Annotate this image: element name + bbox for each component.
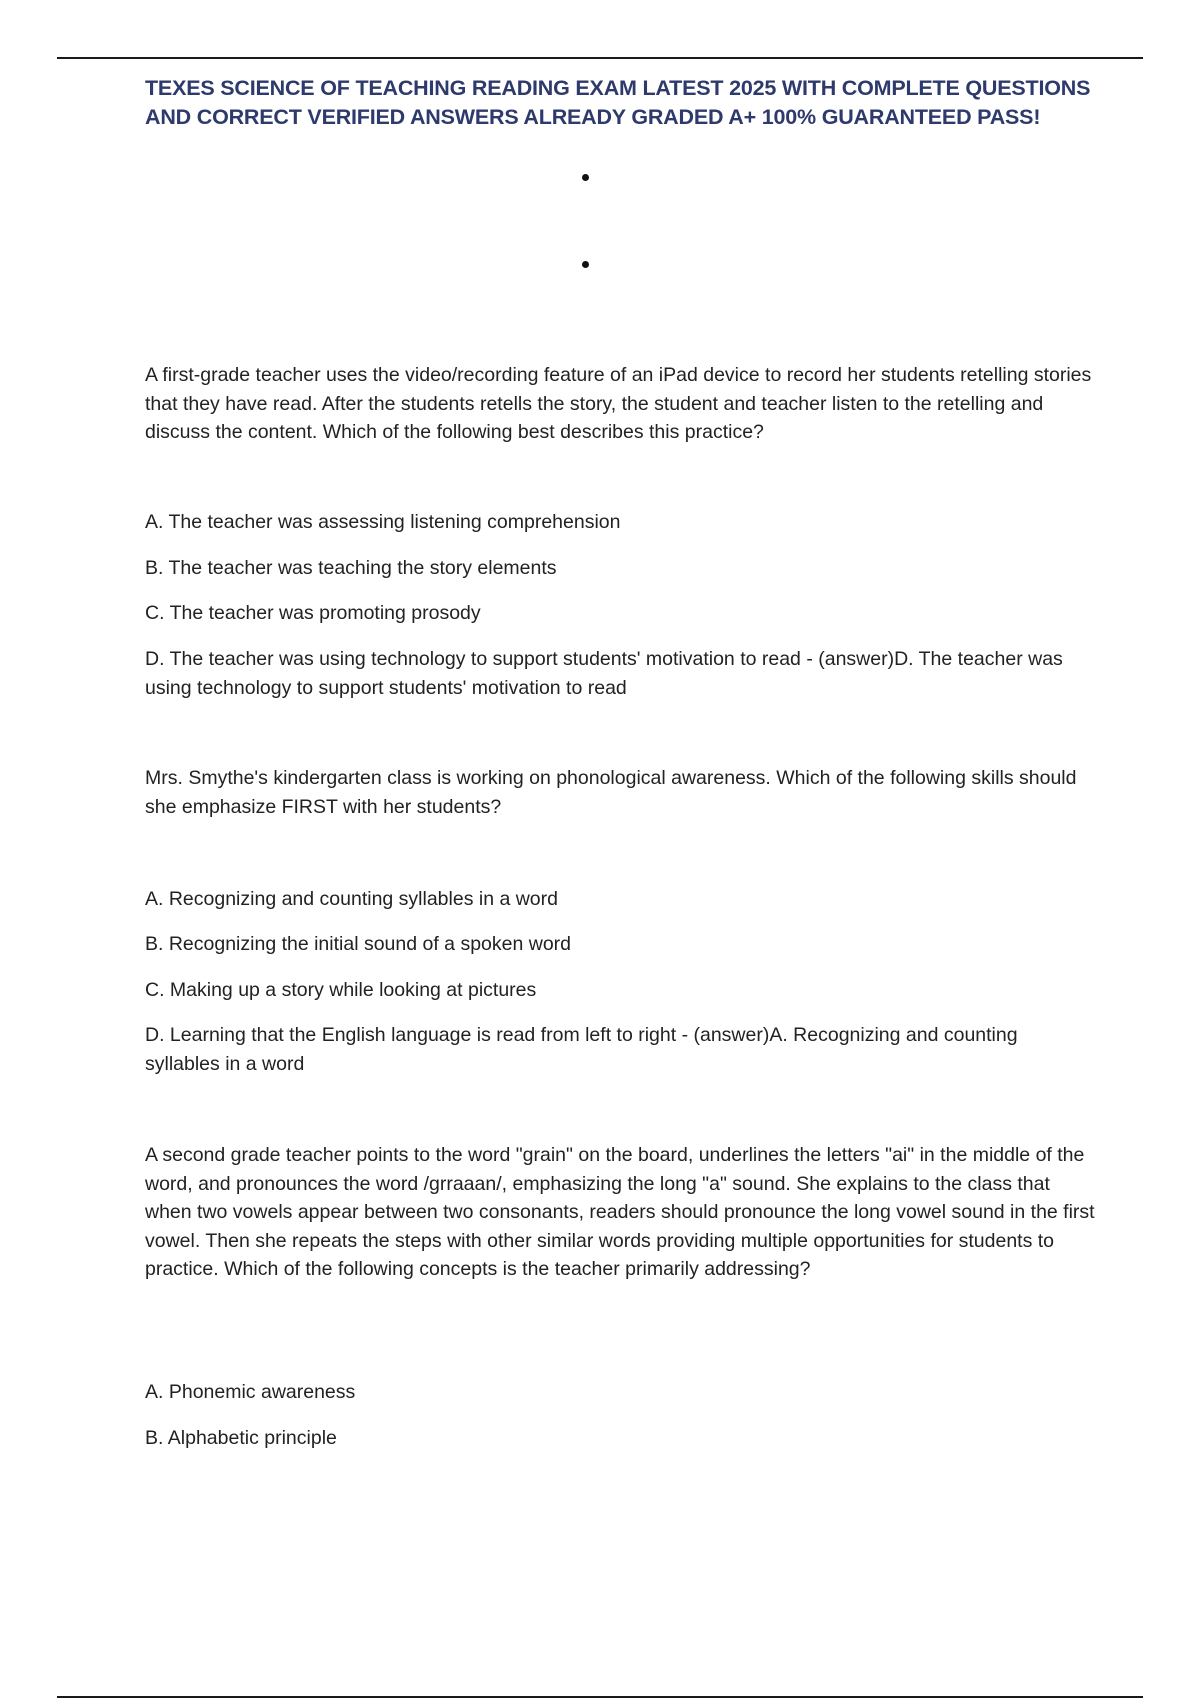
question-1-option-c: C. The teacher was promoting prosody	[145, 602, 481, 624]
question-3-prompt: A second grade teacher points to the word "grain" on the board, underlines the letters "ai" in the middle of the word, and pronounces the word /grraaan/, emphasizing the long "a" sound. She explains to the class that when two vowels appear between two consonants, readers should pronounce the long vowel sound in the first vowel. Then she repeats the steps with other similar words providing multiple opportunities for students to practice. Which of the following concepts is the teacher primarily addressing?	[145, 1144, 1095, 1280]
question-1-option-b: B. The teacher was teaching the story elements	[145, 557, 557, 579]
bullet-dot	[582, 174, 589, 181]
document-title: TEXES SCIENCE OF TEACHING READING EXAM LATEST 2025 WITH COMPLETE QUESTIONS AND CORRECT VERIFIED ANSWERS ALREADY GRADED A+ 100% GUARANTEED PASS!	[145, 76, 1091, 129]
question-3-option-b: B. Alphabetic principle	[145, 1427, 337, 1449]
bottom-rule	[57, 1696, 1143, 1698]
bullet-dot	[582, 261, 589, 268]
question-2-option-c: C. Making up a story while looking at pictures	[145, 979, 537, 1001]
question-2-option-d: D. Learning that the English language is read from left to right - (answer)A. Recognizing and counting syllables in a word	[145, 1024, 1018, 1075]
question-2-option-a: A. Recognizing and counting syllables in a word	[145, 888, 558, 910]
question-1-option-a: A. The teacher was assessing listening comprehension	[145, 511, 621, 533]
question-3-option-a: A. Phonemic awareness	[145, 1381, 356, 1403]
top-rule	[57, 57, 1143, 59]
question-1-prompt: A first-grade teacher uses the video/recording feature of an iPad device to record her students retelling stories that they have read. After the students retells the story, the student and teacher listen to the retelling and discuss the content. Which of the following best describes this practice?	[145, 364, 1092, 443]
header	[145, 74, 1095, 132]
question-2-prompt: Mrs. Smythe's kindergarten class is working on phonological awareness. Which of the following skills should she emphasize FIRST with her students?	[145, 767, 1077, 818]
question-1-option-d: D. The teacher was using technology to support students' motivation to read - (answer)D. The teacher was using technology to support students' motivation to read	[145, 648, 1063, 699]
question-2-option-b: B. Recognizing the initial sound of a spoken word	[145, 933, 572, 955]
